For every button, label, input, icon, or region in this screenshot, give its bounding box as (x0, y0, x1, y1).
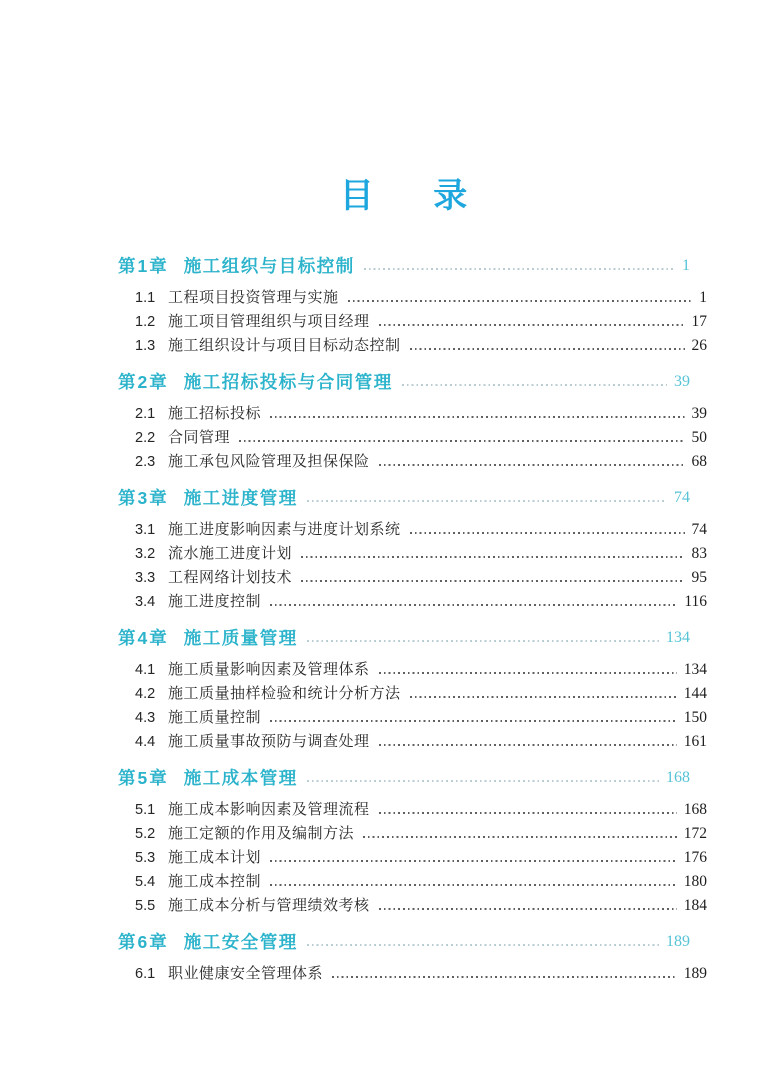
chapter-page-number: 168 (666, 769, 690, 786)
toc-chapter-entry[interactable] (118, 254, 690, 278)
toc-section-entry[interactable] (135, 870, 707, 894)
toc-section-entry[interactable] (135, 402, 707, 426)
dot-leader (410, 696, 677, 698)
toc-section-entry[interactable] (135, 518, 707, 542)
toc-section-entry[interactable] (135, 822, 707, 846)
toc-section-entry[interactable] (135, 846, 707, 870)
toc-chapter-entry[interactable] (118, 626, 690, 650)
section-title: 施工招标投标 (168, 405, 262, 422)
section-title: 施工成本影响因素及管理流程 (168, 801, 370, 818)
dot-leader (363, 836, 677, 838)
toc-section-entry[interactable] (135, 450, 707, 474)
section-page-number: 184 (683, 897, 707, 914)
section-title: 工程网络计划技术 (168, 569, 293, 586)
section-title: 流水施工进度计划 (168, 545, 293, 562)
toc-section-entry[interactable] (135, 286, 707, 310)
section-number: 2.3 (135, 454, 156, 470)
section-page-number: 95 (691, 569, 707, 586)
toc-section-entry[interactable] (135, 730, 707, 754)
table-of-contents (118, 254, 707, 986)
section-page-number: 74 (691, 521, 707, 538)
dot-leader (379, 744, 677, 746)
dot-leader (364, 268, 675, 270)
section-number: 2.2 (135, 430, 156, 446)
section-page-number: 68 (691, 453, 707, 470)
toc-section-entry[interactable] (135, 542, 707, 566)
dot-leader (379, 908, 677, 910)
dot-leader (239, 440, 684, 442)
dot-leader (379, 324, 685, 326)
chapter-page-number: 1 (682, 257, 690, 274)
toc-section-entry[interactable] (135, 962, 707, 986)
section-page-number: 26 (691, 337, 707, 354)
section-title: 施工项目管理组织与项目经理 (168, 313, 370, 330)
chapter-title: 施工质量管理 (183, 628, 298, 648)
section-page-number: 83 (691, 545, 707, 562)
section-page-number: 176 (683, 849, 707, 866)
chapter-label: 第1章 (118, 256, 169, 276)
section-number: 3.3 (135, 570, 156, 586)
section-title: 施工质量事故预防与调查处理 (168, 733, 370, 750)
toc-section-entry[interactable] (135, 426, 707, 450)
section-number: 3.4 (135, 594, 156, 610)
section-title: 施工成本计划 (168, 849, 262, 866)
section-page-number: 1 (699, 289, 707, 306)
dot-leader (270, 720, 677, 722)
chapter-page-number: 39 (674, 373, 690, 390)
chapter-page-number: 134 (666, 629, 690, 646)
dot-leader (379, 812, 677, 814)
section-number: 1.3 (135, 338, 156, 354)
chapter-title: 施工成本管理 (183, 768, 298, 788)
toc-section-entry[interactable] (135, 658, 707, 682)
section-title: 施工进度控制 (168, 593, 262, 610)
section-number: 5.1 (135, 802, 156, 818)
dot-leader (307, 944, 659, 946)
section-page-number: 17 (691, 313, 707, 330)
section-number: 4.2 (135, 686, 156, 702)
toc-chapter-entry[interactable] (118, 930, 690, 954)
chapter-title: 施工组织与目标控制 (183, 256, 355, 276)
toc-section-entry[interactable] (135, 706, 707, 730)
toc-section-entry[interactable] (135, 682, 707, 706)
toc-chapter-entry[interactable] (118, 370, 690, 394)
chapter-label: 第5章 (118, 768, 169, 788)
section-number: 6.1 (135, 966, 156, 982)
chapter-label: 第6章 (118, 932, 169, 952)
section-title: 施工成本分析与管理绩效考核 (168, 897, 370, 914)
section-page-number: 180 (683, 873, 707, 890)
section-title: 合同管理 (168, 429, 231, 446)
dot-leader (307, 500, 667, 502)
section-number: 5.4 (135, 874, 156, 890)
dot-leader (332, 976, 677, 978)
section-title: 施工承包风险管理及担保保险 (168, 453, 370, 470)
toc-chapter-entry[interactable] (118, 486, 690, 510)
section-number: 4.3 (135, 710, 156, 726)
section-number: 4.4 (135, 734, 156, 750)
section-title: 施工质量控制 (168, 709, 262, 726)
section-number: 2.1 (135, 406, 156, 422)
dot-leader (410, 532, 685, 534)
toc-section-entry[interactable] (135, 894, 707, 918)
chapter-title: 施工进度管理 (183, 488, 298, 508)
section-number: 1.1 (135, 290, 156, 306)
section-number: 5.3 (135, 850, 156, 866)
toc-section-entry[interactable] (135, 334, 707, 358)
chapter-title: 施工安全管理 (183, 932, 298, 952)
dot-leader (301, 556, 684, 558)
section-title: 施工质量影响因素及管理体系 (168, 661, 370, 678)
dot-leader (379, 672, 677, 674)
dot-leader (301, 580, 684, 582)
toc-chapter-entry[interactable] (118, 766, 690, 790)
section-title: 施工成本控制 (168, 873, 262, 890)
toc-section-entry[interactable] (135, 798, 707, 822)
chapter-page-number: 189 (666, 933, 690, 950)
section-page-number: 161 (683, 733, 707, 750)
chapter-title: 施工招标投标与合同管理 (183, 372, 393, 392)
section-page-number: 134 (683, 661, 707, 678)
dot-leader (348, 300, 693, 302)
section-page-number: 116 (684, 593, 707, 610)
page-title: 目 录 (339, 177, 469, 215)
section-title: 施工组织设计与项目目标动态控制 (168, 337, 401, 354)
section-page-number: 50 (691, 429, 707, 446)
dot-leader (379, 464, 685, 466)
section-page-number: 189 (683, 965, 707, 982)
section-title: 施工进度影响因素与进度计划系统 (168, 521, 401, 538)
section-page-number: 172 (683, 825, 707, 842)
dot-leader (307, 780, 659, 782)
section-number: 3.1 (135, 522, 156, 538)
chapter-label: 第2章 (118, 372, 169, 392)
section-page-number: 150 (683, 709, 707, 726)
section-page-number: 39 (691, 405, 707, 422)
dot-leader (270, 860, 677, 862)
dot-leader (307, 640, 659, 642)
dot-leader (410, 348, 685, 350)
section-page-number: 168 (683, 801, 707, 818)
dot-leader (270, 604, 677, 606)
section-title: 工程项目投资管理与实施 (168, 289, 339, 306)
dot-leader (270, 884, 677, 886)
section-number: 1.2 (135, 314, 156, 330)
chapter-label: 第3章 (118, 488, 169, 508)
section-title: 职业健康安全管理体系 (168, 965, 324, 982)
toc-section-entry[interactable] (135, 310, 707, 334)
section-page-number: 144 (683, 685, 707, 702)
dot-leader (402, 384, 667, 386)
dot-leader (270, 416, 684, 418)
toc-section-entry[interactable] (135, 590, 707, 614)
chapter-label: 第4章 (118, 628, 169, 648)
toc-section-entry[interactable] (135, 566, 707, 590)
section-number: 5.5 (135, 898, 156, 914)
section-number: 4.1 (135, 662, 156, 678)
section-number: 5.2 (135, 826, 156, 842)
section-title: 施工定额的作用及编制方法 (168, 825, 355, 842)
chapter-page-number: 74 (674, 489, 690, 506)
section-title: 施工质量抽样检验和统计分析方法 (168, 685, 401, 702)
section-number: 3.2 (135, 546, 156, 562)
